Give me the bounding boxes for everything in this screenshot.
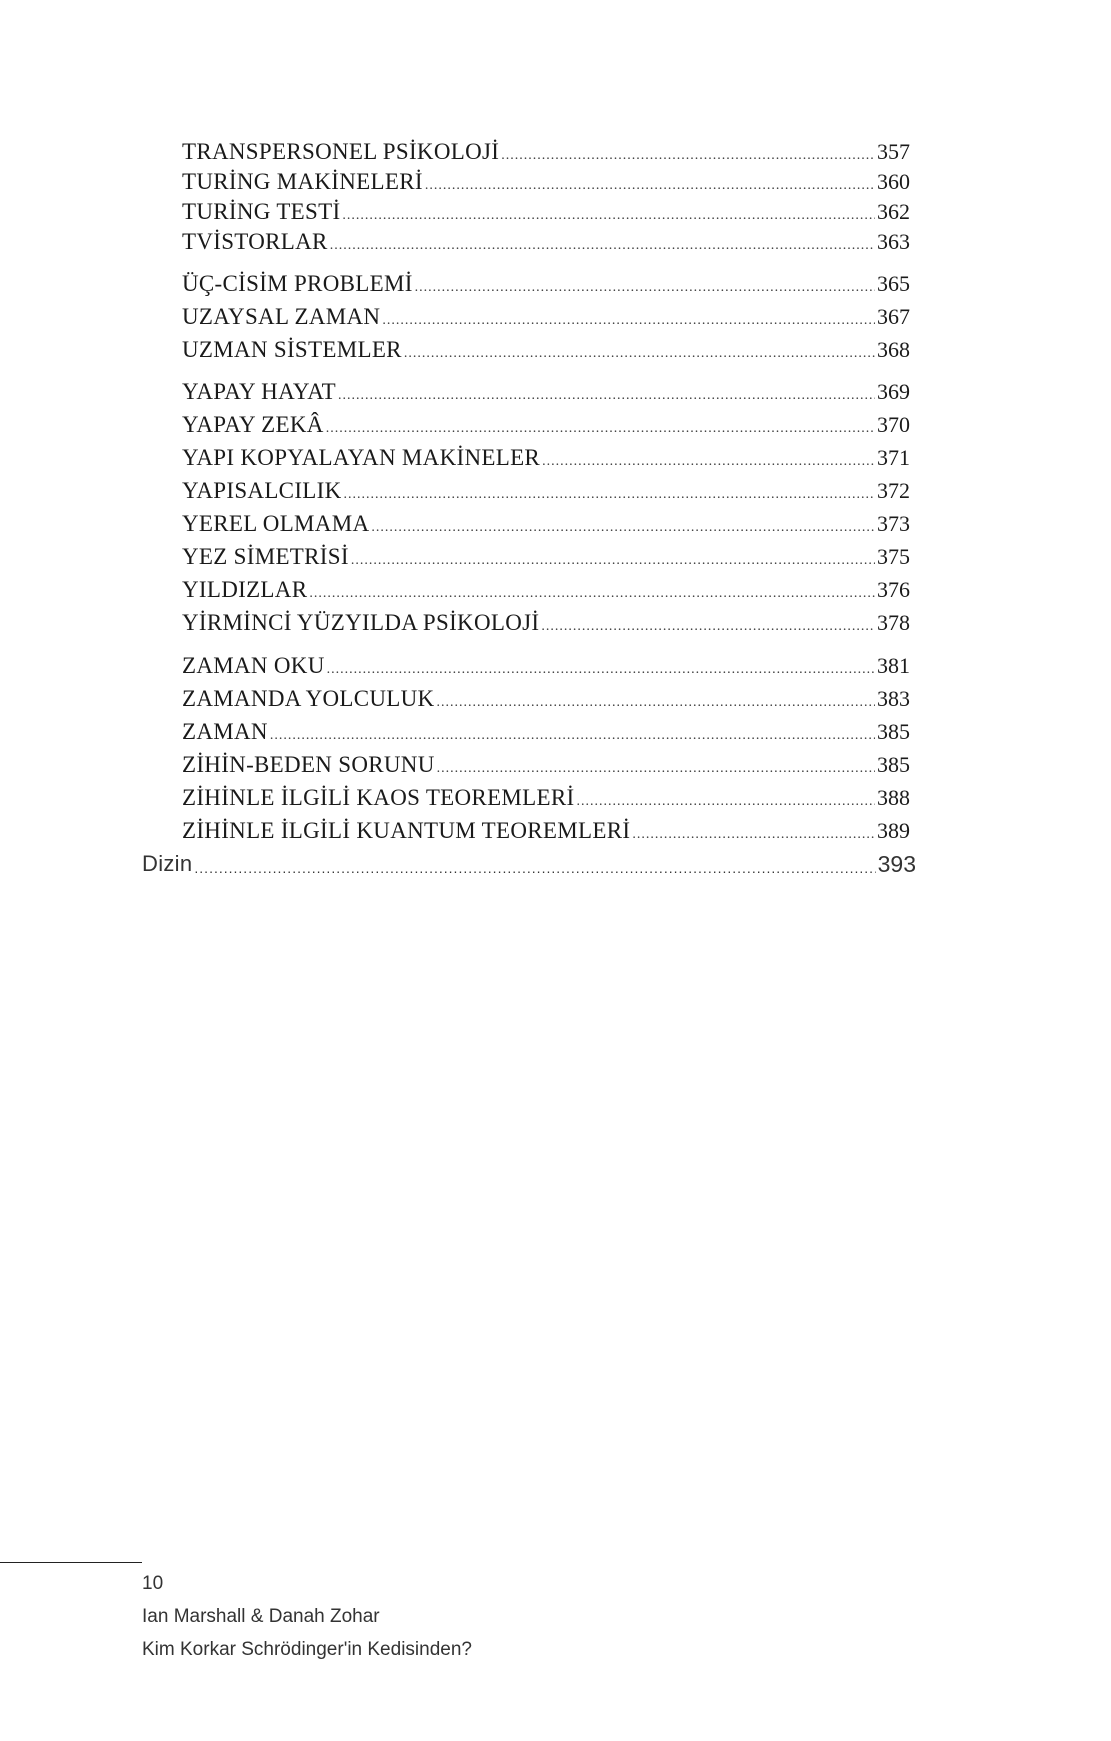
toc-entry[interactable] [182,575,910,605]
toc-entry-label: YAPI KOPYALAYAN MAKİNELER [182,445,541,470]
toc-entry-index[interactable] [142,849,916,879]
footer-book-title: Kim Korkar Schrödinger'in Kedisinden? [142,1639,472,1660]
toc-entry-page: 388 [877,785,910,810]
toc-entry-label: TVİSTORLAR [182,229,328,254]
dot-leader [194,857,875,879]
footer-authors: Ian Marshall & Danah Zohar [142,1606,380,1627]
dot-leader [327,659,875,681]
dot-leader [501,145,875,167]
toc-entry[interactable] [182,410,910,440]
footer-page-number: 10 [142,1573,164,1594]
toc-entry[interactable] [182,684,910,714]
dot-leader [542,451,875,473]
toc-entry[interactable] [182,542,910,572]
dot-leader [404,343,875,365]
dot-leader [330,235,875,257]
toc-entry-label: TRANSPERSONEL PSİKOLOJİ [182,139,500,164]
toc-entry-label: YEREL OLMAMA [182,511,370,536]
dot-leader [309,583,875,605]
toc-entry[interactable] [182,608,910,638]
toc-entry-page: 383 [877,686,910,711]
toc-entry-page: 371 [877,445,910,470]
footer-divider [0,1562,142,1563]
toc-entry[interactable] [182,783,910,813]
toc-entry-label: TURİNG MAKİNELERİ [182,169,423,194]
dot-leader [436,692,875,714]
toc-entry-page: 369 [877,379,910,404]
dot-leader [344,484,876,506]
toc-entry-label: YAPAY ZEKÂ [182,412,324,437]
toc-entry-page: 362 [877,199,910,224]
toc-entry-label: YILDIZLAR [182,577,308,602]
toc-entry[interactable] [182,750,910,780]
dot-leader [338,385,875,407]
toc-entry[interactable] [182,476,910,506]
toc-entry-page: 357 [877,139,910,164]
toc-entry-label: ZİHİNLE İLGİLİ KUANTUM TEOREMLERİ [182,818,631,843]
toc-entry-label: YİRMİNCİ YÜZYILDA PSİKOLOJİ [182,610,540,635]
toc-entry-label: YEZ SİMETRİSİ [182,544,349,569]
toc-entry[interactable] [182,509,910,539]
toc-entry[interactable] [182,651,910,681]
toc-entry-page: 385 [877,719,910,744]
toc-entry[interactable] [182,137,910,167]
toc-entry-label: ZAMAN [182,719,268,744]
dot-leader [371,517,875,539]
toc-entry[interactable] [182,302,910,332]
toc-entry[interactable] [182,377,910,407]
dot-leader [576,791,875,813]
toc-entry-label: ÜÇ-CİSİM PROBLEMİ [182,271,413,296]
dot-leader [632,824,875,846]
toc-entry-page: 381 [877,653,910,678]
toc-entry-label: ZİHİNLE İLGİLİ KAOS TEOREMLERİ [182,785,575,810]
toc-entry[interactable] [182,335,910,365]
toc-entry-label: YAPAY HAYAT [182,379,336,404]
dot-leader [326,418,875,440]
dot-leader [415,277,875,299]
dot-leader [270,725,875,747]
toc-entry-page: 385 [877,752,910,777]
toc-entry-page: 368 [877,337,910,362]
toc-entry-label: Dizin [142,851,193,876]
dot-leader [437,758,875,780]
toc-entry[interactable] [182,167,910,197]
toc-entry-label: ZAMAN OKU [182,653,325,678]
toc-entry-label: ZAMANDA YOLCULUK [182,686,435,711]
toc-entry-page: 372 [877,478,910,503]
toc-entry-label: YAPISALCILIK [182,478,342,503]
toc-entry[interactable] [182,227,910,257]
toc-entry-page: 393 [877,851,916,877]
toc-entry-page: 378 [877,610,910,635]
toc-entry-label: UZMAN SİSTEMLER [182,337,402,362]
dot-leader [351,550,875,572]
toc-entry[interactable] [182,269,910,299]
toc-entry[interactable] [182,717,910,747]
dot-leader [382,310,875,332]
toc-entry[interactable] [182,816,910,846]
toc-entry-page: 365 [877,271,910,296]
toc-entry-page: 375 [877,544,910,569]
toc-entry-page: 367 [877,304,910,329]
dot-leader [425,175,875,197]
toc-entry-label: TURİNG TESTİ [182,199,341,224]
dot-leader [342,205,875,227]
toc-entry-page: 389 [877,818,910,843]
toc-entry-page: 360 [877,169,910,194]
toc-entry-page: 373 [877,511,910,536]
toc-entry[interactable] [182,443,910,473]
toc-entry-label: UZAYSAL ZAMAN [182,304,381,329]
toc-entry-page: 363 [877,229,910,254]
toc-entry[interactable] [182,197,910,227]
toc-entry-label: ZİHİN-BEDEN SORUNU [182,752,435,777]
dot-leader [541,616,875,638]
toc-entry-page: 376 [877,577,910,602]
toc-entry-page: 370 [877,412,910,437]
